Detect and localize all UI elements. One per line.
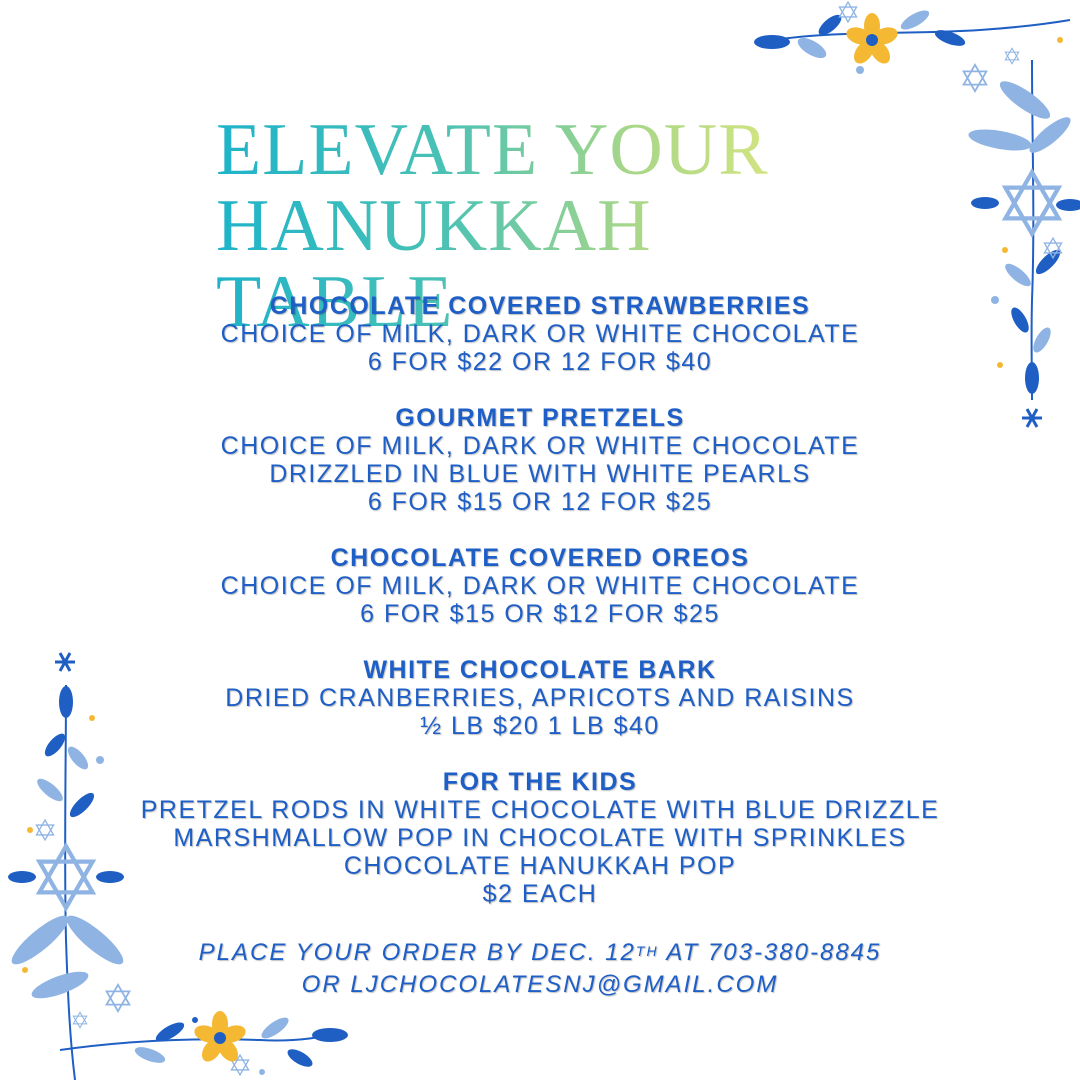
section-line: ½ LB $20 1 LB $40: [420, 712, 660, 740]
section-line: 6 FOR $15 OR 12 FOR $25: [367, 488, 713, 516]
star-of-david-icon: [964, 65, 987, 91]
section-line: PRETZEL RODS IN WHITE CHOCOLATE WITH BLUE DRIZZLE: [140, 796, 940, 824]
section-line: CHOICE OF MILK, DARK OR WHITE CHOCOLATE: [220, 432, 860, 460]
order-email: OR LJCHOCOLATESNJ@GMAIL.COM: [301, 971, 779, 998]
order-phone: AT 703-380-8845: [658, 939, 882, 966]
flower-icon: [844, 13, 900, 67]
title-line-2: HANUKKAH TABLE: [216, 185, 652, 343]
section-name: CHOCOLATE COVERED STRAWBERRIES: [269, 292, 811, 320]
section-line: DRIZZLED IN BLUE WITH WHITE PEARLS: [269, 460, 811, 488]
section-line: CHOCOLATE HANUKKAH POP: [343, 852, 737, 880]
snowflake-icon: [55, 653, 75, 671]
star-of-david-icon: [36, 820, 53, 840]
section-line: CHOICE OF MILK, DARK OR WHITE CHOCOLATE: [220, 572, 860, 600]
section-line: DRIED CRANBERRIES, APRICOTS AND RAISINS: [225, 684, 855, 712]
section-name: WHITE CHOCOLATE BARK: [363, 656, 717, 684]
section-line: CHOICE OF MILK, DARK OR WHITE CHOCOLATE: [220, 320, 860, 348]
section-line: 6 FOR $22 OR 12 FOR $40: [367, 348, 713, 376]
star-of-david-icon: [73, 1012, 86, 1027]
menu-section-oreos: [0, 544, 1080, 628]
bottom-left-floral-decoration: [0, 640, 360, 1080]
order-superscript: TH: [635, 943, 659, 959]
section-line: 6 FOR $15 OR $12 FOR $25: [360, 600, 720, 628]
section-line: $2 EACH: [482, 880, 598, 908]
star-of-david-icon: [107, 985, 130, 1011]
section-name: GOURMET PRETZELS: [395, 404, 685, 432]
section-name: FOR THE KIDS: [442, 768, 638, 796]
section-name: CHOCOLATE COVERED OREOS: [330, 544, 750, 572]
snowflake-icon: [1022, 409, 1042, 427]
star-of-david-icon: [1005, 172, 1058, 234]
title-line-1: ELEVATE YOUR: [216, 109, 769, 191]
star-of-david-icon: [839, 2, 856, 22]
order-text: PLACE YOUR ORDER BY DEC. 12: [198, 939, 636, 966]
star-of-david-icon: [1005, 48, 1018, 63]
section-line: MARSHMALLOW POP IN CHOCOLATE WITH SPRINKLES: [173, 824, 907, 852]
top-right-floral-decoration: [750, 0, 1080, 440]
